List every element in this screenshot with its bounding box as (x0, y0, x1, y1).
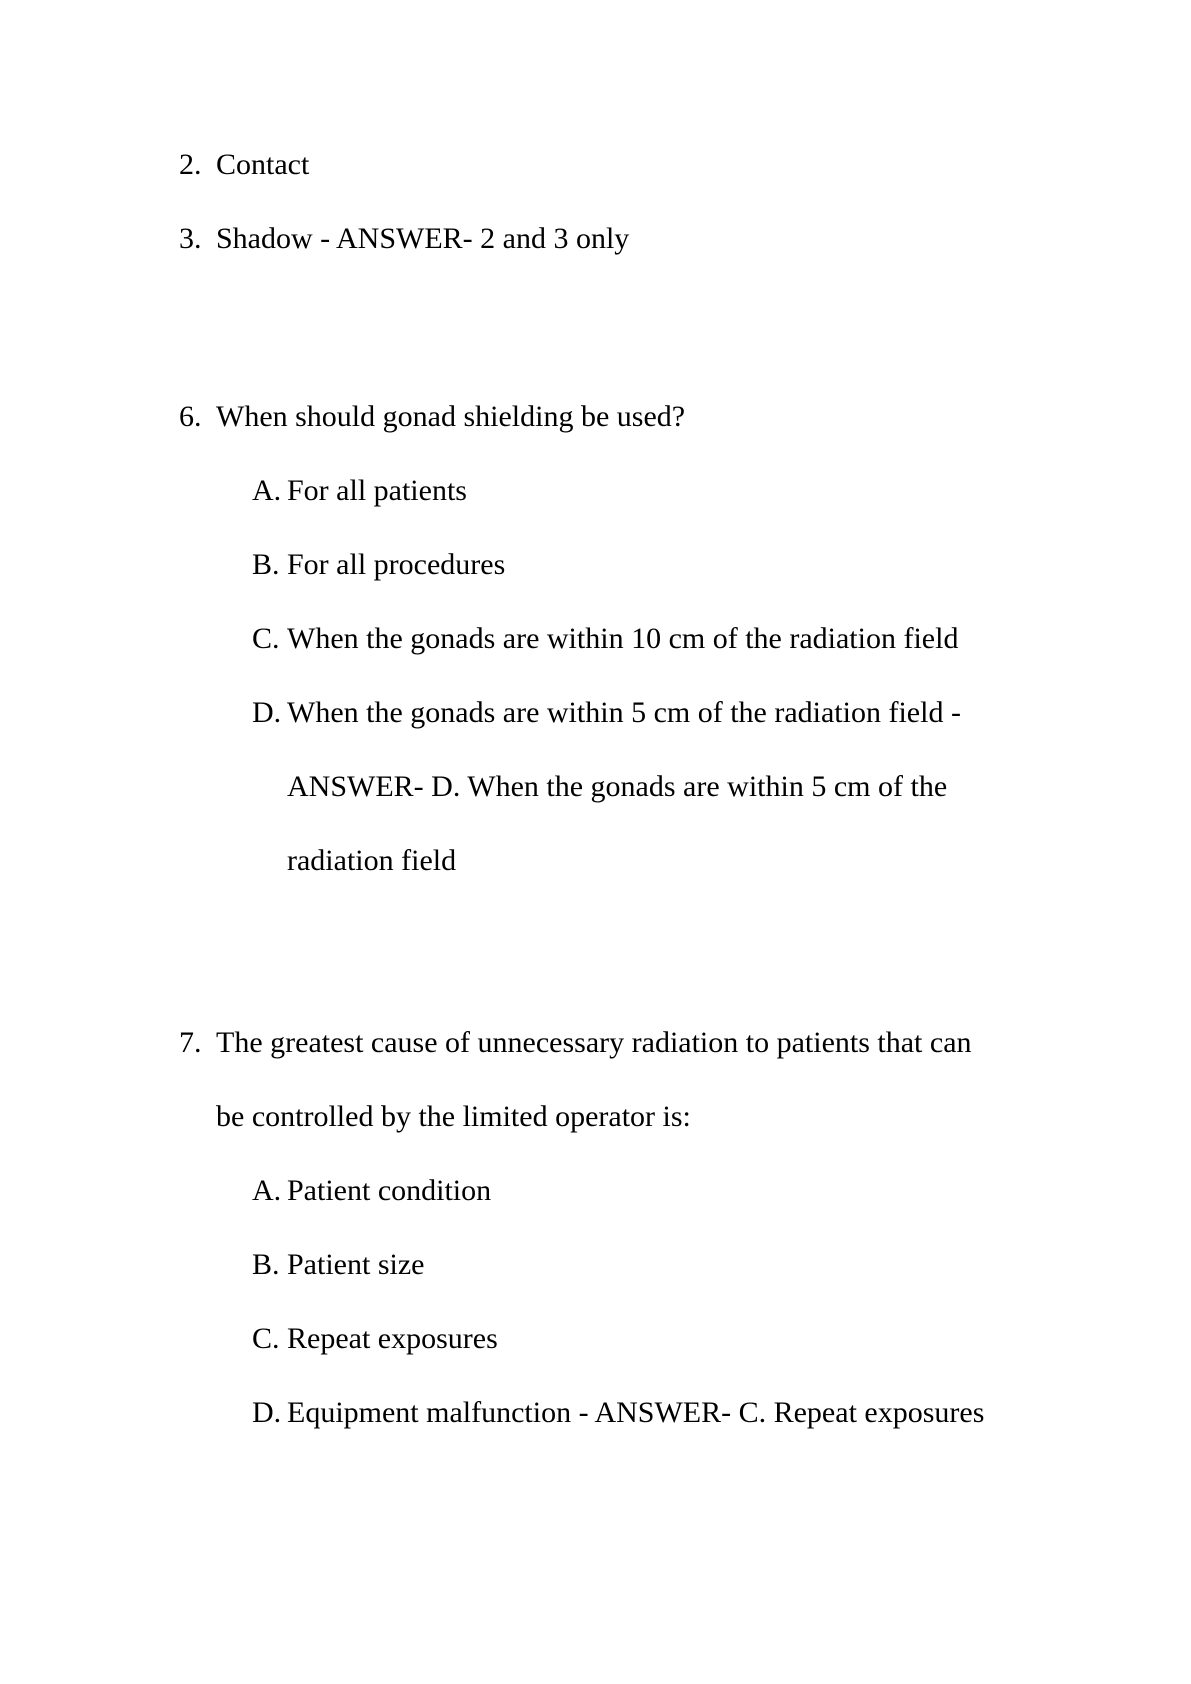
option-letter: B. (252, 1248, 280, 1281)
item-number: 3. (179, 222, 202, 255)
item-text: Shadow - ANSWER- 2 and 3 only (216, 222, 630, 255)
option-text: For all procedures (287, 548, 506, 581)
question-number: 7. (179, 1026, 202, 1059)
option-letter: C. (252, 1322, 280, 1355)
answer-line: ANSWER- D. When the gonads are within 5 cm of the (287, 770, 948, 803)
question-number: 6. (179, 400, 202, 433)
option-text: Repeat exposures (287, 1322, 498, 1355)
option-letter: D. (252, 1396, 282, 1429)
option-text: When the gonads are within 5 cm of the radiation field - (287, 696, 961, 729)
option-text: Patient size (287, 1248, 425, 1281)
item-number: 2. (179, 148, 202, 181)
option-letter: B. (252, 548, 280, 581)
option-letter: A. (252, 474, 282, 507)
option-text: For all patients (287, 474, 467, 507)
option-text: Equipment malfunction - ANSWER- C. Repeat exposures (287, 1396, 985, 1429)
option-letter: D. (252, 696, 282, 729)
item-text: Contact (216, 148, 310, 181)
option-letter: C. (252, 622, 280, 655)
option-text: Patient condition (287, 1174, 492, 1207)
option-letter: A. (252, 1174, 282, 1207)
answer-line: radiation field (287, 844, 457, 877)
question-text-continued: be controlled by the limited operator is: (216, 1100, 691, 1133)
question-text: When should gonad shielding be used? (216, 400, 686, 433)
question-text: The greatest cause of unnecessary radiation to patients that can (216, 1026, 972, 1059)
option-text: When the gonads are within 10 cm of the radiation field (287, 622, 959, 655)
